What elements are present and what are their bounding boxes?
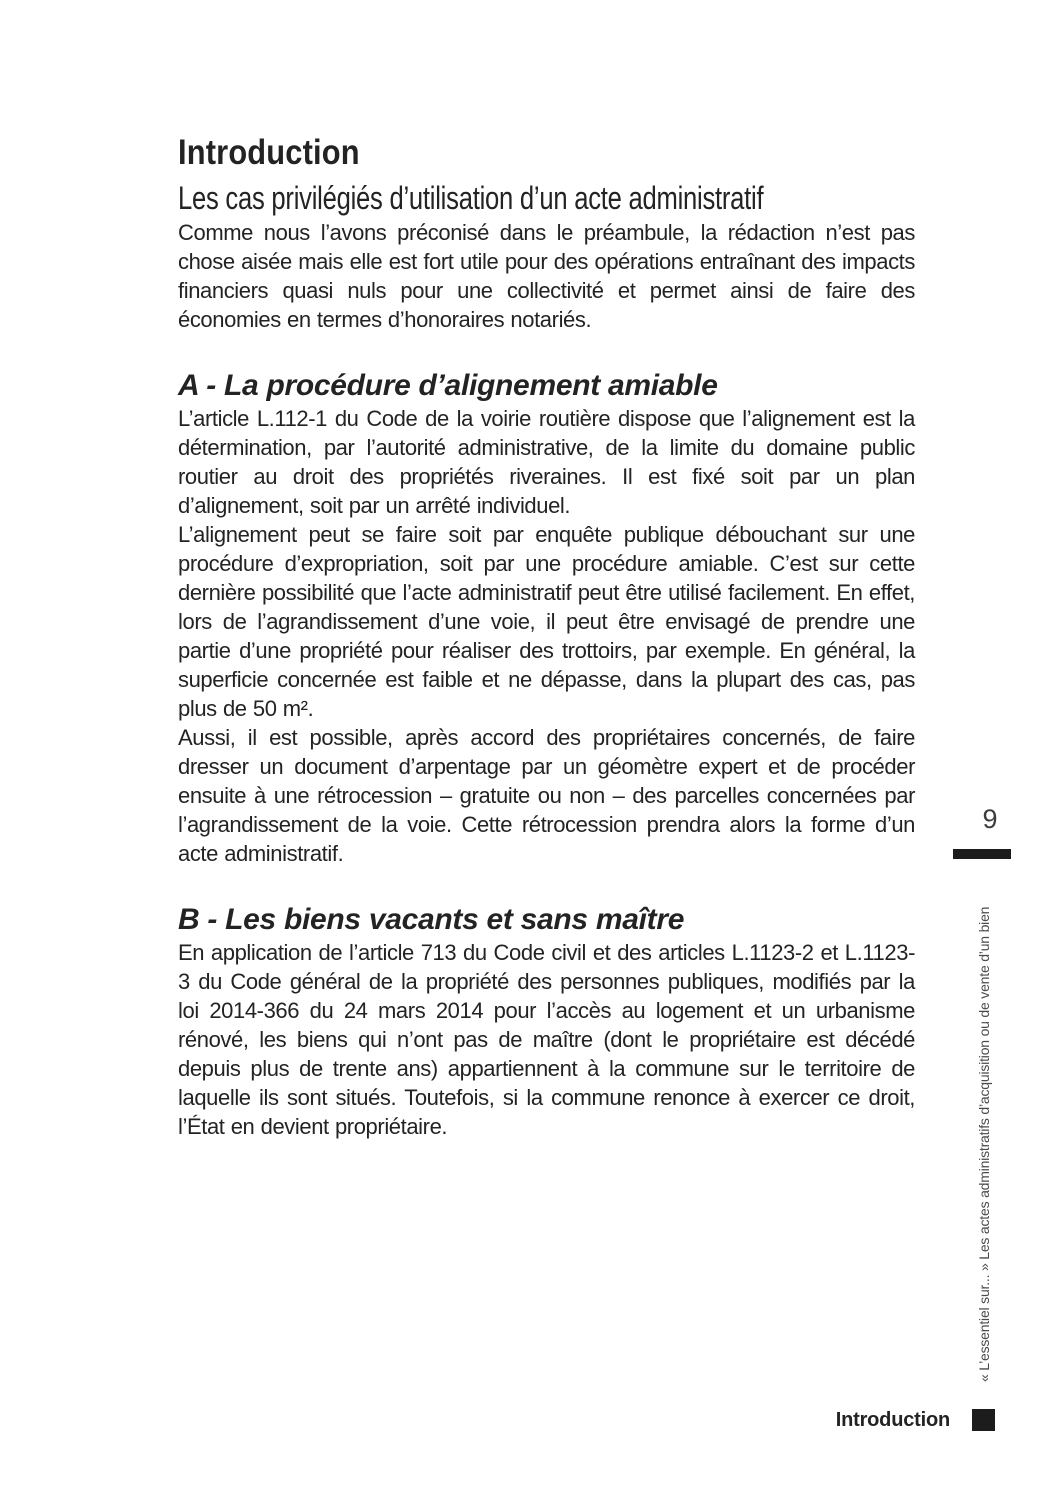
- main-column: [178, 134, 915, 1141]
- footer-chapter-label: Introduction: [835, 1409, 950, 1431]
- section-a-paragraph-2: L’alignement peut se faire soit par enquête publique débouchant sur une procédure d’expropriation, soit par une procédure amiable. C’est sur cette dernière possibilité que l’acte administratif peut être utilisé facilement. En effet, lors de l’agrandissement d’une voie, il peut être envisagé de prendre une partie d’une propriété pour réaliser des trottoirs, par exemple. En général, la superficie concernée est faible et ne dépasse, dans la plupart des cas, pas plus de 50 m².: [178, 522, 915, 721]
- page-number: 9: [982, 804, 998, 834]
- footer: [178, 1406, 995, 1434]
- page-subtitle: Les cas privilégiés d’utilisation d’un acte administratif: [178, 180, 764, 216]
- footer-square-marker: [972, 1409, 995, 1431]
- section-b-heading: B - Les biens vacants et sans maître: [178, 903, 685, 936]
- section-a-heading: A - La procédure d’alignement amiable: [178, 369, 718, 402]
- intro-paragraph: Comme nous l’avons préconisé dans le préambule, la rédaction n’est pas chose aisée mais elle est fort utile pour des opérations entraînant des impacts financiers quasi nuls pour une collectivité et permet ainsi de faire des économies en termes d’honoraires notariés.: [178, 220, 915, 332]
- sidebar-vertical-caption: « L’essentiel sur... » Les actes administratifs d’acquisition ou de vente d’un bien: [976, 906, 992, 1382]
- section-a-paragraph-3: Aussi, il est possible, après accord des propriétaires concernés, de faire dresser un document d’arpentage par un géomètre expert et de procéder ensuite à une rétrocession – gratuite ou non – des parcelles concernées par l’agrandissement de la voie. Cette rétrocession prendra alors la forme d’un acte administratif.: [178, 725, 915, 866]
- page-title: Introduction: [178, 133, 360, 172]
- section-b-paragraph-1: En application de l’article 713 du Code civil et des articles L.1123-2 et L.1123-3 du Code général de la propriété des personnes publiques, modifiés par la loi 2014-366 du 24 mars 2014 pour l’accès au logement et un urbanisme rénové, les biens qui n’ont pas de maître (dont le propriétaire est décédé depuis plus de trente ans) appartiennent à la commune sur le territoire de laquelle ils sont situés. Toutefois, si la commune renonce à exercer ce droit, l’État en devient propriétaire.: [178, 940, 915, 1139]
- section-a-paragraph-1: L’article L.112-1 du Code de la voirie routière dispose que l’alignement est la détermination, par l’autorité administrative, de la limite du domaine public routier au droit des propriétés riveraines. Il est fixé soit par un plan d’alignement, soit par un arrêté individuel.: [178, 406, 915, 518]
